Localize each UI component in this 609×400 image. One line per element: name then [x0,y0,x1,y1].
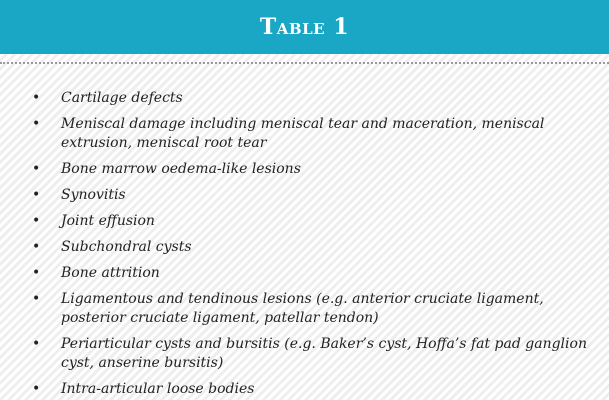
list-item-text: Periarticular cysts and bursitis (e.g. Baker’s cyst, Hoffa’s fat pad ganglion cyst, anserine bursitis) [61,336,587,371]
bullet-icon: • [32,239,41,255]
findings-list [28,89,588,400]
list-item [28,115,588,153]
list-item [28,89,588,108]
table-title: Table 1 [259,14,350,40]
list-item [28,160,588,179]
list-item [28,264,588,283]
list-item [28,335,588,373]
list-item-text: Bone attrition [61,265,160,281]
list-item-text: Meniscal damage including meniscal tear and maceration, meniscal extrusion, meniscal root tear [61,116,545,151]
bullet-icon: • [32,213,41,229]
list-item-text: Joint effusion [61,213,155,229]
list-item [28,380,588,399]
bullet-icon: • [32,116,41,132]
dotted-divider [0,62,609,64]
list-item [28,212,588,231]
list-item [28,238,588,257]
bullet-icon: • [32,265,41,281]
bullet-icon: • [32,336,41,352]
list-item-text: Synovitis [61,187,126,203]
table-header [0,0,609,54]
list-item-text: Bone marrow oedema-like lesions [61,161,301,177]
bullet-icon: • [32,90,41,106]
list-item [28,290,588,328]
list-item-text: Ligamentous and tendinous lesions (e.g. anterior cruciate ligament, posterior cruciate ligament, patellar tendon) [61,291,544,326]
list-item-text: Cartilage defects [61,90,183,106]
bullet-icon: • [32,291,41,307]
list-item-text: Intra-articular loose bodies [61,381,255,397]
list-item-text: Subchondral cysts [61,239,192,255]
bullet-icon: • [32,161,41,177]
bullet-icon: • [32,187,41,203]
bullet-icon: • [32,381,41,397]
list-item [28,186,588,205]
